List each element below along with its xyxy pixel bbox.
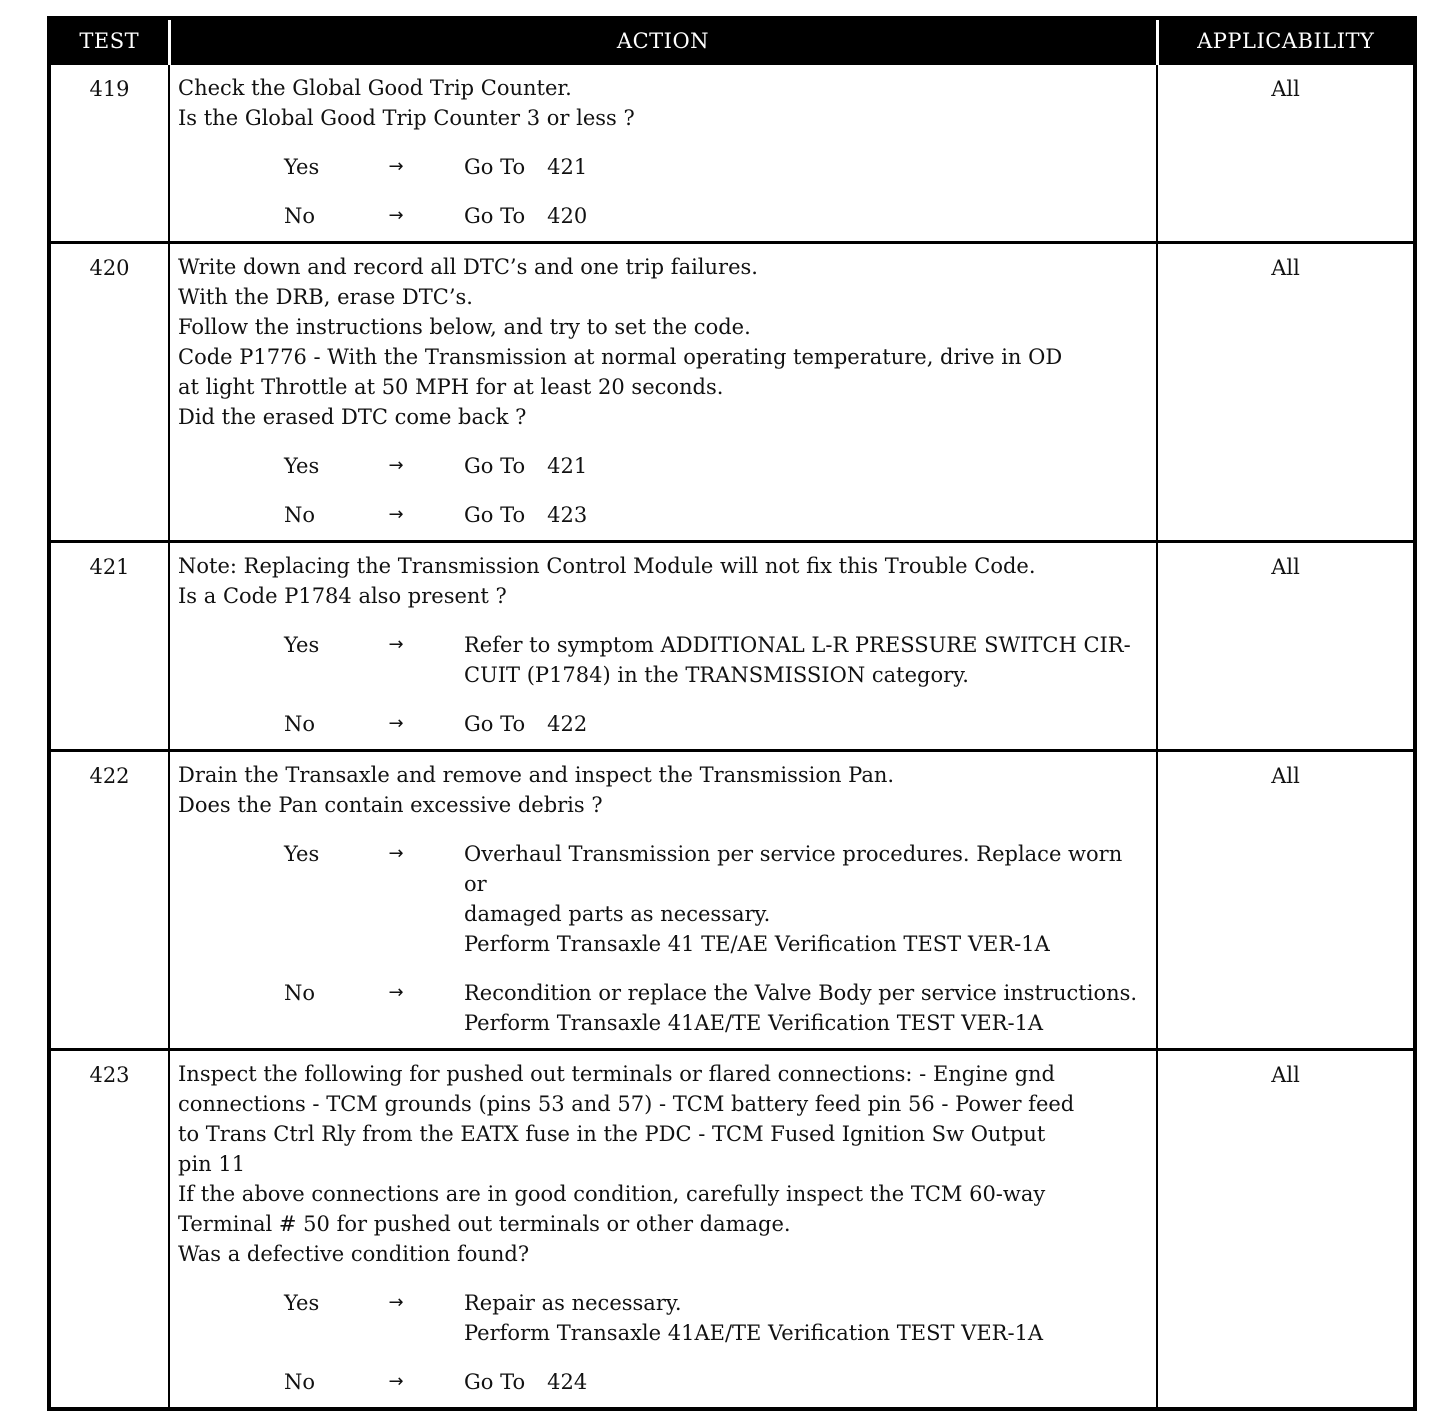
arrow-spacer xyxy=(404,1288,464,1348)
instruction-line: If the above connections are in good condition, carefully inspect the TCM 60-way xyxy=(178,1182,1046,1206)
arrow-spacer xyxy=(404,709,464,739)
arrow-spacer xyxy=(404,152,464,182)
test-number: 422 xyxy=(49,751,169,1050)
action-cell xyxy=(169,243,1157,542)
diagnostic-table xyxy=(47,16,1417,1411)
option-result xyxy=(464,500,1148,530)
no-option xyxy=(284,1367,1148,1397)
arrow-right-icon: → xyxy=(388,713,404,734)
goto-target: 421 xyxy=(547,454,588,478)
action-cell xyxy=(169,1050,1157,1410)
option-result xyxy=(464,839,1148,959)
arrow-spacer xyxy=(404,839,464,959)
goto-label: Go To xyxy=(464,712,526,736)
option-result xyxy=(464,201,1148,231)
goto-label: Go To xyxy=(464,454,526,478)
arrow-right-icon: → xyxy=(388,504,404,525)
result-line: CUIT (P1784) in the TRANSMISSION category. xyxy=(464,663,969,687)
goto-target: 424 xyxy=(547,1370,588,1394)
yes-option xyxy=(284,839,1148,959)
arrow-right-icon: → xyxy=(388,156,404,177)
no-option xyxy=(284,709,1148,739)
goto-target: 422 xyxy=(547,712,588,736)
arrow-right-icon: → xyxy=(388,982,404,1003)
arrow-spacer xyxy=(404,630,464,690)
action-instructions xyxy=(178,1059,1148,1269)
goto-label: Go To xyxy=(464,204,526,228)
instruction-line: Is the Global Good Trip Counter 3 or less ? xyxy=(178,106,635,130)
header-applicability: APPLICABILITY xyxy=(1157,18,1415,64)
option-result xyxy=(464,978,1148,1038)
yes-option xyxy=(284,630,1148,690)
goto-label: Go To xyxy=(464,503,526,527)
applicability-value: All xyxy=(1157,542,1415,751)
no-option xyxy=(284,500,1148,530)
table-row xyxy=(49,64,1415,243)
instruction-line: Does the Pan contain excessive debris ? xyxy=(178,793,603,817)
action-cell xyxy=(169,64,1157,243)
instruction-line: Did the erased DTC come back ? xyxy=(178,405,527,429)
option-result xyxy=(464,1288,1148,1348)
header-test: TEST xyxy=(49,18,169,64)
no-option xyxy=(284,978,1148,1038)
test-number: 419 xyxy=(49,64,169,243)
goto-reference xyxy=(464,451,587,481)
test-number: 420 xyxy=(49,243,169,542)
action-cell xyxy=(169,751,1157,1050)
instruction-line: Drain the Transaxle and remove and inspect the Transmission Pan. xyxy=(178,763,895,787)
arrow-spacer xyxy=(404,1367,464,1397)
instruction-line: Is a Code P1784 also present ? xyxy=(178,584,507,608)
arrow-right-icon: → xyxy=(388,1292,404,1313)
result-line: damaged parts as necessary. xyxy=(464,902,771,926)
goto-target: 423 xyxy=(547,503,588,527)
goto-label: Go To xyxy=(464,155,526,179)
goto-reference xyxy=(464,1367,587,1397)
goto-reference xyxy=(464,500,587,530)
instruction-line: to Trans Ctrl Rly from the EATX fuse in the PDC - TCM Fused Ignition Sw Output xyxy=(178,1122,1046,1146)
instruction-line: Inspect the following for pushed out terminals or flared connections: - Engine gnd xyxy=(178,1062,1055,1086)
arrow-right-icon: → xyxy=(388,1371,404,1392)
arrow-spacer xyxy=(404,201,464,231)
instruction-line: at light Throttle at 50 MPH for at least 20 seconds. xyxy=(178,375,724,399)
instruction-line: connections - TCM grounds (pins 53 and 57) - TCM battery feed pin 56 - Power feed xyxy=(178,1092,1075,1116)
option-result xyxy=(464,709,1148,739)
table-row xyxy=(49,542,1415,751)
goto-label: Go To xyxy=(464,1370,526,1394)
answer-label: Yes xyxy=(284,633,320,657)
test-number: 421 xyxy=(49,542,169,751)
instruction-line: Code P1776 - With the Transmission at normal operating temperature, drive in OD xyxy=(178,345,1063,369)
answer-label: No xyxy=(284,503,316,527)
result-line: Perform Transaxle 41 TE/AE Verification TEST VER-1A xyxy=(464,932,1050,956)
answer-options xyxy=(178,152,1148,231)
instruction-line: With the DRB, erase DTC’s. xyxy=(178,285,473,309)
test-number: 423 xyxy=(49,1050,169,1410)
instruction-line: Follow the instructions below, and try to set the code. xyxy=(178,315,751,339)
table-body xyxy=(49,64,1415,1410)
result-line: Recondition or replace the Valve Body per service instructions. xyxy=(464,981,1138,1005)
instruction-line: Note: Replacing the Transmission Control Module will not fix this Trouble Code. xyxy=(178,554,1036,578)
arrow-spacer xyxy=(404,500,464,530)
instruction-line: Write down and record all DTC’s and one trip failures. xyxy=(178,255,758,279)
table-header xyxy=(49,18,1415,64)
answer-label: No xyxy=(284,712,316,736)
answer-options xyxy=(178,451,1148,530)
table-row xyxy=(49,1050,1415,1410)
diagnostic-procedure-page xyxy=(47,16,1413,1394)
answer-options xyxy=(178,839,1148,1038)
answer-label: Yes xyxy=(284,155,320,179)
action-cell xyxy=(169,542,1157,751)
arrow-right-icon: → xyxy=(388,455,404,476)
table-row xyxy=(49,751,1415,1050)
answer-options xyxy=(178,1288,1148,1397)
result-line: Perform Transaxle 41AE/TE Verification TEST VER-1A xyxy=(464,1321,1044,1345)
instruction-line: pin 11 xyxy=(178,1152,246,1176)
answer-label: Yes xyxy=(284,842,320,866)
instruction-line: Check the Global Good Trip Counter. xyxy=(178,76,572,100)
applicability-value: All xyxy=(1157,243,1415,542)
result-line: Refer to symptom ADDITIONAL L-R PRESSURE SWITCH CIR- xyxy=(464,633,1131,657)
arrow-spacer xyxy=(404,978,464,1038)
goto-reference xyxy=(464,709,587,739)
answer-label: No xyxy=(284,981,316,1005)
goto-reference xyxy=(464,152,587,182)
goto-reference xyxy=(464,201,587,231)
answer-options xyxy=(178,630,1148,739)
applicability-value: All xyxy=(1157,751,1415,1050)
goto-target: 420 xyxy=(547,204,588,228)
instruction-line: Was a defective condition found? xyxy=(178,1242,530,1266)
no-option xyxy=(284,201,1148,231)
arrow-right-icon: → xyxy=(388,634,404,655)
answer-label: No xyxy=(284,1370,316,1394)
yes-option xyxy=(284,1288,1148,1348)
option-result xyxy=(464,451,1148,481)
option-result xyxy=(464,630,1148,690)
arrow-right-icon: → xyxy=(388,205,404,226)
header-action: ACTION xyxy=(169,18,1157,64)
applicability-value: All xyxy=(1157,1050,1415,1410)
result-line: Overhaul Transmission per service procedures. Replace worn or xyxy=(464,842,1123,896)
yes-option xyxy=(284,451,1148,481)
option-result xyxy=(464,152,1148,182)
goto-target: 421 xyxy=(547,155,588,179)
applicability-value: All xyxy=(1157,64,1415,243)
action-instructions xyxy=(178,760,1148,820)
result-line: Perform Transaxle 41AE/TE Verification TEST VER-1A xyxy=(464,1011,1044,1035)
answer-label: Yes xyxy=(284,454,320,478)
action-instructions xyxy=(178,252,1148,432)
table-row xyxy=(49,243,1415,542)
action-instructions xyxy=(178,73,1148,133)
action-instructions xyxy=(178,551,1148,611)
arrow-spacer xyxy=(404,451,464,481)
instruction-line: Terminal # 50 for pushed out terminals or other damage. xyxy=(178,1212,791,1236)
option-result xyxy=(464,1367,1148,1397)
answer-label: Yes xyxy=(284,1291,320,1315)
arrow-right-icon: → xyxy=(388,843,404,864)
result-line: Repair as necessary. xyxy=(464,1291,682,1315)
answer-label: No xyxy=(284,204,316,228)
yes-option xyxy=(284,152,1148,182)
